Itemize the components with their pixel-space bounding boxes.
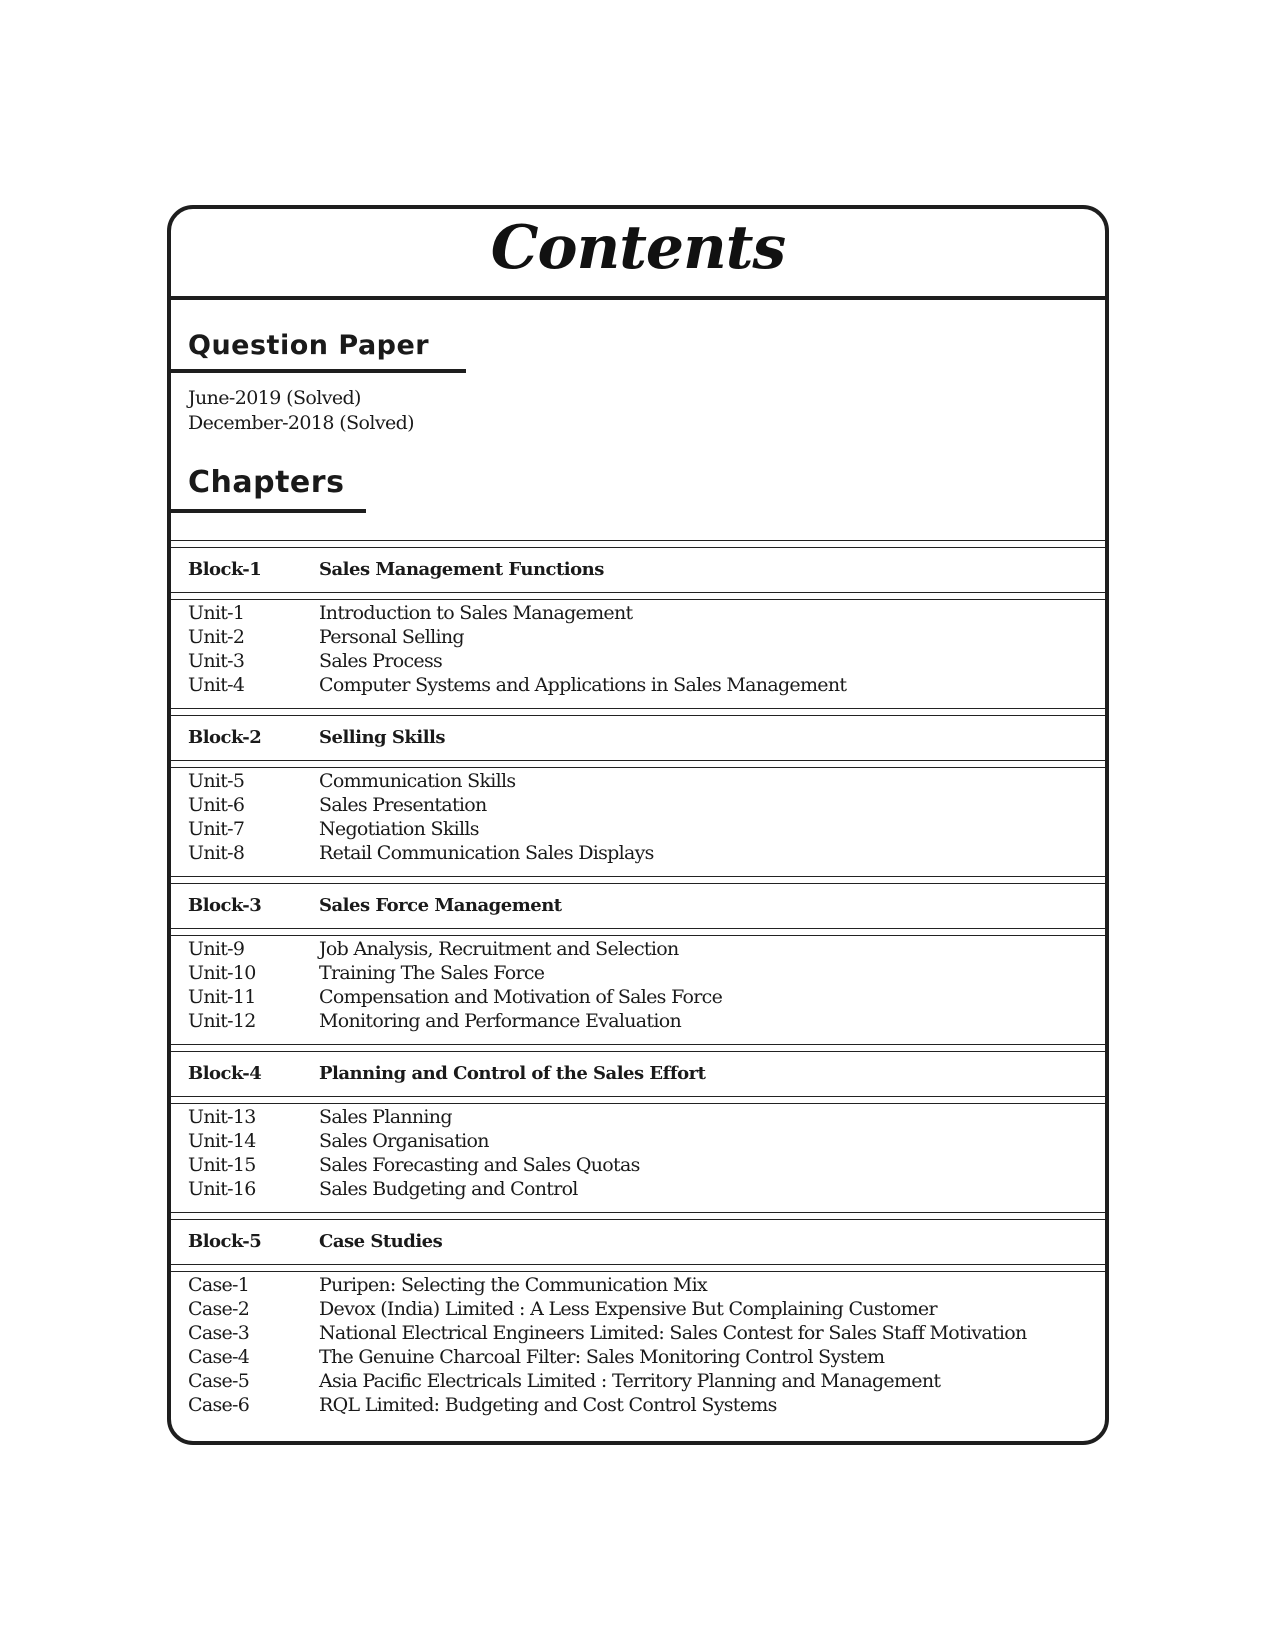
chapter-item[interactable] — [171, 1370, 1105, 1395]
chapter-item-label: Unit-5 — [188, 770, 245, 792]
block-title: Case Studies — [319, 1231, 443, 1252]
chapter-item-label: Unit-13 — [188, 1106, 256, 1128]
chapter-item-title: Puripen: Selecting the Communication Mix — [319, 1274, 707, 1296]
chapter-item[interactable] — [171, 938, 1105, 963]
block-divider-top — [171, 1044, 1105, 1052]
block-divider-bottom — [171, 592, 1105, 600]
chapter-item[interactable] — [171, 1154, 1105, 1179]
block-header[interactable] — [171, 559, 1105, 584]
chapter-item-label: Unit-11 — [188, 986, 256, 1008]
block-divider-top — [171, 876, 1105, 884]
block-divider-top — [171, 1212, 1105, 1220]
chapter-item-label: Case-4 — [188, 1346, 250, 1368]
chapter-item-title: Sales Budgeting and Control — [319, 1178, 578, 1200]
chapter-item-label: Case-1 — [188, 1274, 250, 1296]
chapter-item[interactable] — [171, 962, 1105, 987]
chapter-item-title: National Electrical Engineers Limited: Sales Contest for Sales Staff Motivation — [319, 1322, 1027, 1344]
block-header[interactable] — [171, 727, 1105, 752]
chapter-item[interactable] — [171, 602, 1105, 627]
block-title: Planning and Control of the Sales Effort — [319, 1063, 706, 1084]
block-label: Block-1 — [188, 559, 262, 580]
chapter-item[interactable] — [171, 1274, 1105, 1299]
chapter-item[interactable] — [171, 986, 1105, 1011]
block-header[interactable] — [171, 895, 1105, 920]
chapter-item-label: Unit-10 — [188, 962, 256, 984]
chapter-item-title: Asia Pacific Electricals Limited : Territory Planning and Management — [319, 1370, 941, 1392]
block-divider-bottom — [171, 928, 1105, 936]
chapter-item-title: The Genuine Charcoal Filter: Sales Monitoring Control System — [319, 1346, 885, 1368]
chapter-item-title: Computer Systems and Applications in Sales Management — [319, 674, 847, 696]
chapter-item-label: Case-5 — [188, 1370, 250, 1392]
chapter-item-title: Sales Organisation — [319, 1130, 489, 1152]
chapter-item[interactable] — [171, 1298, 1105, 1323]
chapter-item-title: Retail Communication Sales Displays — [319, 842, 654, 864]
chapter-item-title: Communication Skills — [319, 770, 516, 792]
block-header[interactable] — [171, 1231, 1105, 1256]
chapter-item-title: Negotiation Skills — [319, 818, 479, 840]
question-paper-underline — [171, 369, 466, 373]
chapter-item[interactable] — [171, 674, 1105, 699]
chapter-item-label: Unit-9 — [188, 938, 245, 960]
chapter-item-title: Training The Sales Force — [319, 962, 545, 984]
block-header[interactable] — [171, 1063, 1105, 1088]
block-label: Block-2 — [188, 727, 262, 748]
chapter-item-label: Unit-6 — [188, 794, 245, 816]
block-divider-top — [171, 708, 1105, 716]
chapter-item[interactable] — [171, 626, 1105, 651]
chapter-item[interactable] — [171, 1130, 1105, 1155]
chapter-item-label: Unit-15 — [188, 1154, 256, 1176]
chapter-item-label: Unit-2 — [188, 626, 245, 648]
chapter-item-label: Unit-4 — [188, 674, 245, 696]
block-title: Sales Management Functions — [319, 559, 604, 580]
block-divider-bottom — [171, 760, 1105, 768]
chapter-item-label: Unit-16 — [188, 1178, 256, 1200]
chapter-item-title: Introduction to Sales Management — [319, 602, 633, 624]
chapter-item-title: Compensation and Motivation of Sales Force — [319, 986, 723, 1008]
chapter-item-label: Unit-3 — [188, 650, 245, 672]
question-paper-item[interactable]: June-2019 (Solved) — [188, 387, 361, 409]
chapter-item-label: Case-3 — [188, 1322, 250, 1344]
chapter-item[interactable] — [171, 770, 1105, 795]
block-label: Block-4 — [188, 1063, 262, 1084]
chapter-item[interactable] — [171, 1106, 1105, 1131]
chapter-item-title: Sales Presentation — [319, 794, 487, 816]
chapter-item[interactable] — [171, 650, 1105, 675]
block-divider-bottom — [171, 1096, 1105, 1104]
chapter-item-label: Case-2 — [188, 1298, 250, 1320]
block-label: Block-3 — [188, 895, 262, 916]
chapters-heading: Chapters — [188, 465, 345, 500]
chapter-item-title: Sales Planning — [319, 1106, 452, 1128]
chapter-item[interactable] — [171, 1394, 1105, 1419]
chapter-item-label: Unit-14 — [188, 1130, 256, 1152]
chapter-item-label: Unit-12 — [188, 1010, 256, 1032]
chapter-item[interactable] — [171, 1322, 1105, 1347]
chapter-item-title: Personal Selling — [319, 626, 464, 648]
contents-frame — [167, 205, 1109, 1445]
block-divider-bottom — [171, 1264, 1105, 1272]
page-title: Contents — [490, 213, 786, 283]
chapter-item-title: Monitoring and Performance Evaluation — [319, 1010, 682, 1032]
question-paper-item[interactable]: December-2018 (Solved) — [188, 412, 414, 434]
chapter-item-title: Sales Process — [319, 650, 443, 672]
chapter-item[interactable] — [171, 794, 1105, 819]
chapter-item[interactable] — [171, 818, 1105, 843]
block-divider-top — [171, 540, 1105, 548]
chapter-item[interactable] — [171, 1010, 1105, 1035]
chapters-underline — [171, 509, 366, 513]
block-title: Selling Skills — [319, 727, 446, 748]
chapter-item-label: Unit-8 — [188, 842, 245, 864]
chapter-item[interactable] — [171, 1346, 1105, 1371]
title-area — [171, 209, 1105, 300]
chapter-item-title: RQL Limited: Budgeting and Cost Control Systems — [319, 1394, 777, 1416]
chapter-item-label: Unit-1 — [188, 602, 245, 624]
chapter-item-title: Devox (India) Limited : A Less Expensive But Complaining Customer — [319, 1298, 937, 1320]
chapter-item[interactable] — [171, 842, 1105, 867]
block-label: Block-5 — [188, 1231, 262, 1252]
chapter-item-title: Job Analysis, Recruitment and Selection — [319, 938, 679, 960]
chapter-item-label: Unit-7 — [188, 818, 245, 840]
block-title: Sales Force Management — [319, 895, 562, 916]
question-paper-heading: Question Paper — [188, 330, 430, 361]
chapter-item[interactable] — [171, 1178, 1105, 1203]
chapter-item-label: Case-6 — [188, 1394, 250, 1416]
chapter-item-title: Sales Forecasting and Sales Quotas — [319, 1154, 640, 1176]
